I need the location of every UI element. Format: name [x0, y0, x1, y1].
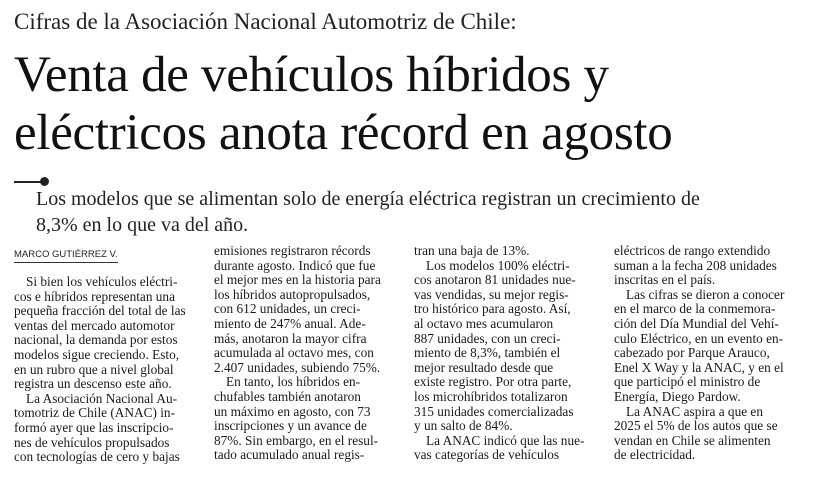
article-text-line: tomotriz de Chile (ANAC) in- — [14, 405, 176, 421]
article-byline: MARCO GUTIÉRREZ V. — [14, 249, 118, 263]
article-text-line: tran una baja de 13%. — [414, 243, 530, 258]
article-text-line: con tecnologías de cero y bajas — [14, 449, 180, 465]
article-text-line: inscritas en el país. — [614, 272, 716, 288]
subtitle-line: 8,3% en lo que va del año. — [36, 214, 249, 236]
article-text-line: los híbridos autopropulsados, — [214, 286, 371, 302]
article-subtitle — [36, 186, 812, 238]
article-text-line: al octavo mes acumularon — [414, 315, 554, 331]
article-text-line: La ANAC indicó que las nue- — [426, 432, 585, 448]
article-text-line: Los modelos 100% eléctri- — [426, 257, 570, 273]
article-text-line: ción del Día Mundial del Vehí- — [614, 315, 779, 331]
article-text-line: con 612 unidades, un creci- — [214, 301, 361, 317]
article-text-line: Enel X Way y la ANAC, y en el — [614, 359, 784, 375]
article-text-line: durante agosto. Indicó que fue — [214, 257, 376, 273]
article-headline — [14, 46, 814, 162]
article-text-line: 2025 el 5% de los autos que se — [614, 418, 778, 434]
subtitle-line: Los modelos que se alimentan solo de energía eléctrica registran un crecimiento de — [36, 188, 700, 210]
article-text-line: registra un descenso este año. — [14, 376, 172, 392]
headline-rule-dot — [40, 177, 49, 186]
article-text-line: un máximo en agosto, con 73 — [214, 403, 371, 419]
article-text-line: cos e híbridos representan una — [14, 288, 175, 304]
article-text-line: que participó el ministro de — [614, 374, 761, 390]
article-text-line: mejor resultado desde que — [414, 359, 554, 375]
article-text-line: pequeña fracción del total de las — [14, 303, 186, 319]
article-column-4 — [614, 244, 808, 463]
article-text-line: inscripciones y un avance de — [214, 418, 367, 434]
headline-line: Venta de vehículos híbridos y — [14, 47, 609, 103]
article-text-line: chufables también anotaron — [214, 388, 361, 404]
article-column-1 — [14, 275, 200, 465]
article-text-line: y un salto de 84%. — [414, 418, 513, 434]
article-text-line: más, anotaron la mayor cifra — [214, 330, 367, 346]
article-text-line: ventas del mercado automotor — [14, 317, 175, 333]
article-text-line: cos anotaron 81 unidades nue- — [414, 272, 576, 288]
article-text-line: el mejor mes en la historia para — [214, 272, 381, 288]
article-text-line: suman a la fecha 208 unidades — [614, 257, 777, 273]
article-text-line: Energía, Diego Pardow. — [614, 388, 741, 404]
article-text-line: de electricidad. — [614, 447, 696, 463]
article-text-line: miento de 8,3%, también el — [414, 345, 561, 361]
article-text-line: vas categorías de vehículos — [414, 447, 560, 463]
article-text-line: En tanto, los híbridos en- — [226, 374, 361, 390]
article-text-line: culo Eléctrico, en un evento en- — [614, 330, 784, 346]
article-column-3 — [414, 244, 606, 463]
article-text-line: cabezado por Parque Arauco, — [614, 345, 770, 361]
article-text-line: en un rubro que a nivel global — [14, 361, 174, 377]
article-text-line: nacional, la demanda por estos — [14, 332, 178, 348]
article-column-2 — [214, 244, 406, 463]
article-text-line: miento de 247% anual. Ade- — [214, 315, 366, 331]
article-text-line: tado acumulado anual regis- — [214, 447, 365, 463]
article-text-line: 887 unidades, con un creci- — [414, 330, 561, 346]
article-text-line: Si bien los vehículos eléctri- — [26, 274, 178, 289]
article-text-line: La ANAC aspira a que en — [626, 403, 763, 419]
article-text-line: nes de vehículos propulsados — [14, 434, 170, 450]
article-text-line: 2.407 unidades, subiendo 75%. — [214, 359, 381, 375]
article-kicker: Cifras de la Asociación Nacional Automotriz de Chile: — [14, 9, 517, 34]
article-text-line: eléctricos de rango extendido — [614, 243, 771, 258]
headline-line: eléctricos anota récord en agosto — [14, 105, 673, 161]
article-text-line: Las cifras se dieron a conocer — [626, 286, 785, 302]
article-text-line: formó ayer que las inscripcio- — [14, 419, 174, 435]
article-text-line: existe registro. Por otra parte, — [414, 374, 572, 390]
article-text-line: 315 unidades comercializadas — [414, 403, 574, 419]
article-text-line: vendan en Chile se alimenten — [614, 432, 771, 448]
article-text-line: 87%. Sin embargo, en el resul- — [214, 432, 379, 448]
article-text-line: tro histórico para agosto. Así, — [414, 301, 571, 317]
article-text-line: emisiones registraron récords — [214, 243, 371, 258]
article-text-line: modelos sigue creciendo. Esto, — [14, 346, 180, 362]
article-text-line: los microhíbridos totalizaron — [414, 388, 568, 404]
article-text-line: La Asociación Nacional Au- — [26, 390, 178, 406]
article-text-line: acumulada al octavo mes, con — [214, 345, 374, 361]
article-text-line: vas vendidas, su mejor regis- — [414, 286, 569, 302]
article-text-line: en el marco de la conmemora- — [614, 301, 776, 317]
